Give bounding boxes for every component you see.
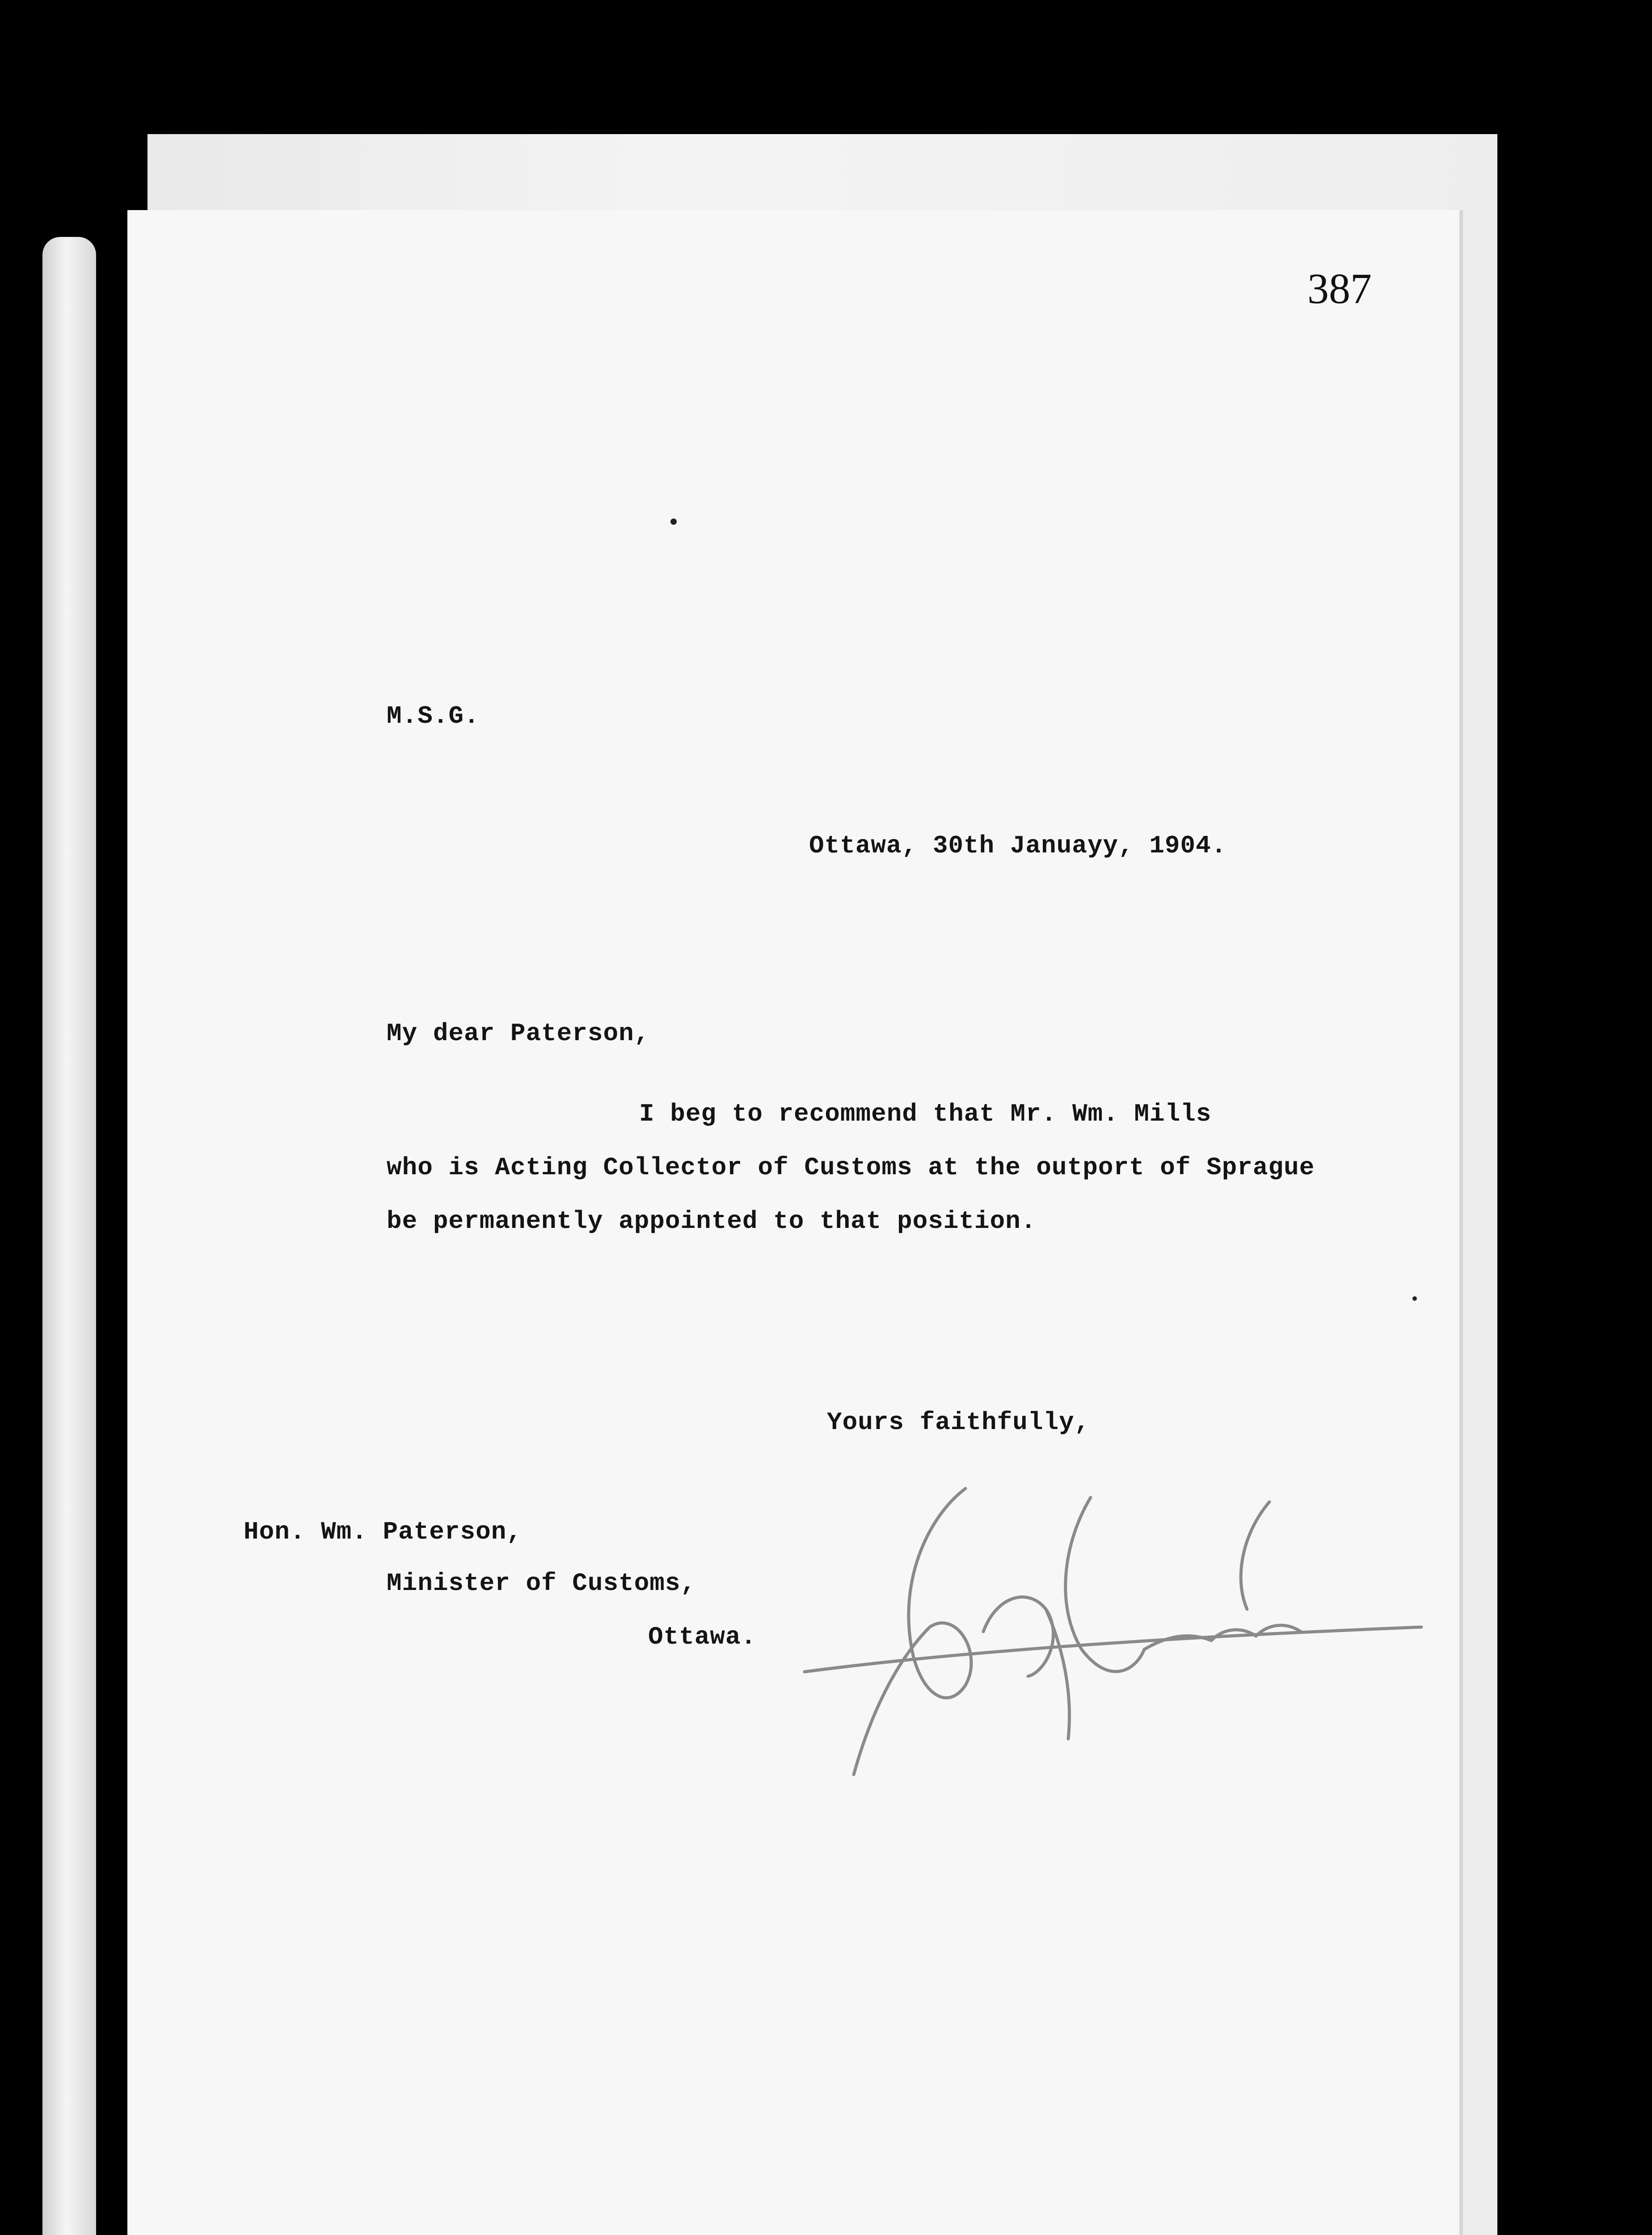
- reference-code: M.S.G.: [387, 702, 480, 730]
- binding-spine: [42, 237, 96, 2235]
- ink-speck: [670, 519, 677, 525]
- addressee-line: Ottawa.: [648, 1623, 757, 1651]
- folio-number: 387: [1307, 265, 1372, 312]
- body-line: be permanently appointed to that position.: [387, 1207, 1037, 1236]
- addressee-line: Minister of Customs,: [387, 1569, 696, 1598]
- salutation: My dear Paterson,: [387, 1019, 650, 1048]
- date-line: Ottawa, 30th Januayy, 1904.: [809, 831, 1227, 860]
- body-line: I beg to recommend that Mr. Wm. Mills: [639, 1100, 1212, 1128]
- closing: Yours faithfully,: [827, 1408, 1090, 1437]
- addressee-line: Hon. Wm. Paterson,: [244, 1518, 522, 1546]
- handwritten-signature: [796, 1462, 1430, 1801]
- ink-speck: [1412, 1296, 1417, 1301]
- body-line: who is Acting Collector of Customs at the outport of Sprague: [387, 1153, 1315, 1182]
